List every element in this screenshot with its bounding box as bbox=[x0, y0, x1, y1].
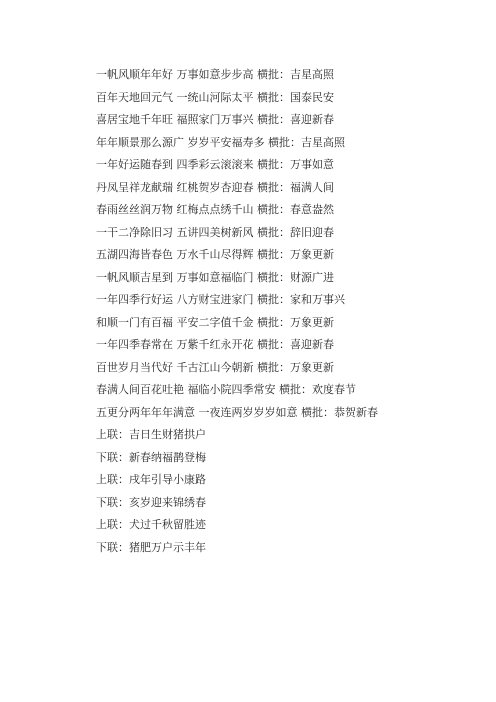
couplet-list bbox=[96, 64, 486, 559]
couplet-line: 五更分两年年年满意 一夜连两岁岁岁如意 横批：恭贺新春 bbox=[96, 405, 378, 419]
couplet-line: 一年四季春常在 万紫千红永开花 横批：喜迎新春 bbox=[96, 338, 334, 351]
upper-couplet-line: 上联：吉日生财猪拱户 bbox=[96, 428, 206, 441]
couplet-line: 一年四季行好运 八方财宝进家门 横批：家和万事兴 bbox=[96, 293, 345, 306]
couplet-line: 和顺一门有百福 平安二字值千金 横批：万象更新 bbox=[96, 315, 334, 329]
couplet-line: 一年好运随春到 四季彩云滚滚来 横批：万事如意 bbox=[96, 158, 334, 171]
couplet-line: 春满人间百花吐艳 福临小院四季常安 横批：欢度春节 bbox=[96, 383, 356, 396]
lower-couplet-line: 下联：猪肥万户示丰年 bbox=[96, 540, 206, 554]
couplet-line: 五湖四海皆春色 万水千山尽得辉 横批：万象更新 bbox=[96, 248, 334, 261]
couplet-line: 春雨丝丝润万物 红梅点点绣千山 横批：春意盎然 bbox=[96, 203, 334, 216]
lower-couplet-line: 下联：新春纳福鹊登梅 bbox=[96, 450, 206, 464]
couplet-line: 百世岁月当代好 千古江山今朝新 横批：万象更新 bbox=[96, 360, 334, 374]
couplet-line: 一帆风顺吉星到 万事如意福临门 横批：财源广进 bbox=[96, 270, 334, 284]
couplet-line: 喜居宝地千年旺 福照家门万事兴 横批：喜迎新春 bbox=[96, 113, 334, 126]
upper-couplet-line: 上联：戌年引导小康路 bbox=[96, 473, 206, 486]
lower-couplet-line: 下联：亥岁迎来锦绣春 bbox=[96, 495, 206, 509]
couplet-line: 丹凤呈祥龙献瑞 红桃贺岁杏迎春 横批：福满人间 bbox=[96, 180, 334, 194]
couplet-line: 百年天地回元气 一统山河际太平 横批：国泰民安 bbox=[96, 90, 334, 104]
couplet-line: 一干二净除旧习 五讲四美树新风 横批：辞旧迎春 bbox=[96, 225, 334, 239]
upper-couplet-line: 上联：犬过千秋留胜迹 bbox=[96, 518, 206, 531]
couplet-line: 一帆风顺年年好 万事如意步步高 横批：吉星高照 bbox=[96, 68, 334, 81]
couplet-line: 年年顺景那么源广 岁岁平安福寿多 横批：吉星高照 bbox=[96, 135, 345, 149]
